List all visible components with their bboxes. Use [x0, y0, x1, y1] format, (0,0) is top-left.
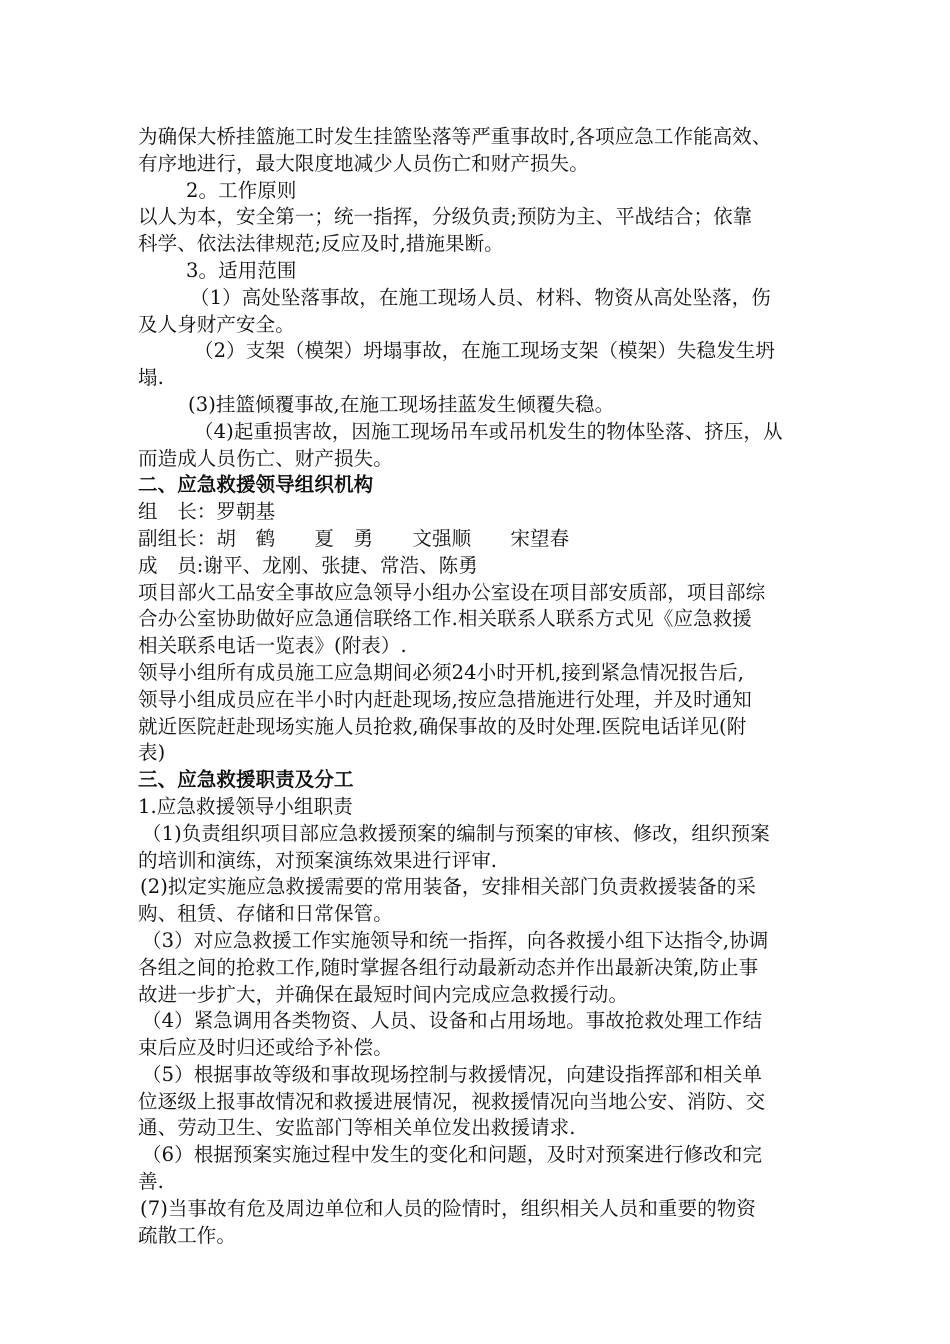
text-line: （1)负责组织项目部应急救援预案的编制与预案的审核、修改，组织预案: [142, 821, 770, 845]
text-line: (3)挂篮倾覆事故,在施工现场挂蓝发生倾覆失稳。: [188, 392, 615, 416]
text-line: 的培训和演练，对预案演练效果进行评审.: [138, 848, 498, 872]
text-line: 购、租赁、存储和日常保管。: [138, 902, 393, 926]
subsection-heading: 1.应急救援领导小组职责: [138, 794, 353, 818]
text-line: 以人为本，安全第一；统一指挥，分级负责;预防为主、平战结合；依靠: [138, 205, 753, 229]
text-line: 及人身财产安全。: [138, 312, 295, 336]
text-line: 故进一步扩大，并确保在最短时间内完成应急救援行动。: [138, 982, 629, 1006]
text-line: 项目部火工品安全事故应急领导小组办公室设在项目部安质部，项目部综: [138, 580, 766, 604]
text-line: (7)当事故有危及周边单位和人员的险情时，组织相关人员和重要的物资: [140, 1196, 756, 1220]
text-line: 而造成人员伤亡、财产损失。: [138, 446, 393, 470]
text-line: 位逐级上报事故情况和救援进展情况，视救援情况向当地公安、消防、交: [138, 1089, 766, 1113]
text-line: 疏散工作。: [138, 1223, 237, 1247]
document-page: [138, 124, 860, 1249]
text-line: 为确保大桥挂篮施工时发生挂篮坠落等严重事故时,各项应急工作能高效、: [138, 125, 772, 148]
text-line: （6）根据预案实施过程中发生的变化和问题，及时对预案进行修改和完: [142, 1143, 763, 1167]
text-line: (2)拟定实施应急救援需要的常用装备，安排相关部门负责救援装备的采: [140, 875, 756, 899]
text-line: 合办公室协助做好应急通信联络工作.相关联系人联系方式见《应急救援: [138, 607, 752, 631]
deputy-leader-line: 副组长：胡 鹤 夏 勇 文强顺 宋望春: [138, 526, 570, 550]
text-line: 束后应及时归还或给予补偿。: [138, 1036, 393, 1060]
section-heading: 二、应急救援领导组织机构: [138, 473, 374, 497]
text-line: 通、劳动卫生、安监部门等相关单位发出救援请求.: [138, 1116, 576, 1140]
text-line: 就近医院赶赴现场实施人员抢救,确保事故的及时处理.医院电话详见(附: [138, 714, 747, 738]
text-line: 有序地进行，最大限度地减少人员伤亡和财产损失。: [138, 151, 589, 175]
leader-line: 组 长：罗朝基: [138, 500, 276, 524]
text-line: （5）根据事故等级和事故现场控制与救援情况，向建设指挥部和相关单: [142, 1062, 763, 1086]
text-line: 善.: [138, 1170, 164, 1194]
text-line: （1）高处坠落事故，在施工现场人员、材料、物资从高处坠落，伤: [190, 285, 771, 309]
text-line: 各组之间的抢救工作,随时掌握各组行动最新动态并作出最新决策,防止事: [138, 955, 759, 979]
text-line: （4）紧急调用各类物资、人员、设备和占用场地。事故抢救处理工作结: [142, 1009, 763, 1033]
text-line: （4)起重损害故，因施工现场吊车或吊机发生的物体坠落、挤压，从: [194, 419, 783, 443]
text-line: 科学、依法法律规范;反应及时,措施果断。: [138, 232, 504, 256]
members-line: 成 员:谢平、龙刚、张捷、常浩、陈勇: [138, 553, 478, 577]
subsection-heading: 3。适用范围: [186, 258, 297, 282]
text-line: （3）对应急救援工作实施领导和统一指挥，向各救援小组下达指令,协调: [142, 928, 769, 952]
text-line: 表): [138, 741, 166, 765]
text-line: 领导小组成员应在半小时内赶赴现场,按应急措施进行处理，并及时通知: [138, 687, 752, 711]
text-line: （2）支架（模架）坍塌事故，在施工现场支架（模架）失稳发生坍: [194, 339, 775, 363]
text-line: 塌.: [138, 366, 164, 390]
section-heading: 三、应急救援职责及分工: [138, 768, 354, 792]
subsection-heading: 2。工作原则: [186, 178, 297, 202]
text-line: 领导小组所有成员施工应急期间必须24小时开机,接到紧急情况报告后,: [138, 660, 745, 684]
text-line: 相关联系电话一览表》(附表）.: [138, 634, 407, 658]
